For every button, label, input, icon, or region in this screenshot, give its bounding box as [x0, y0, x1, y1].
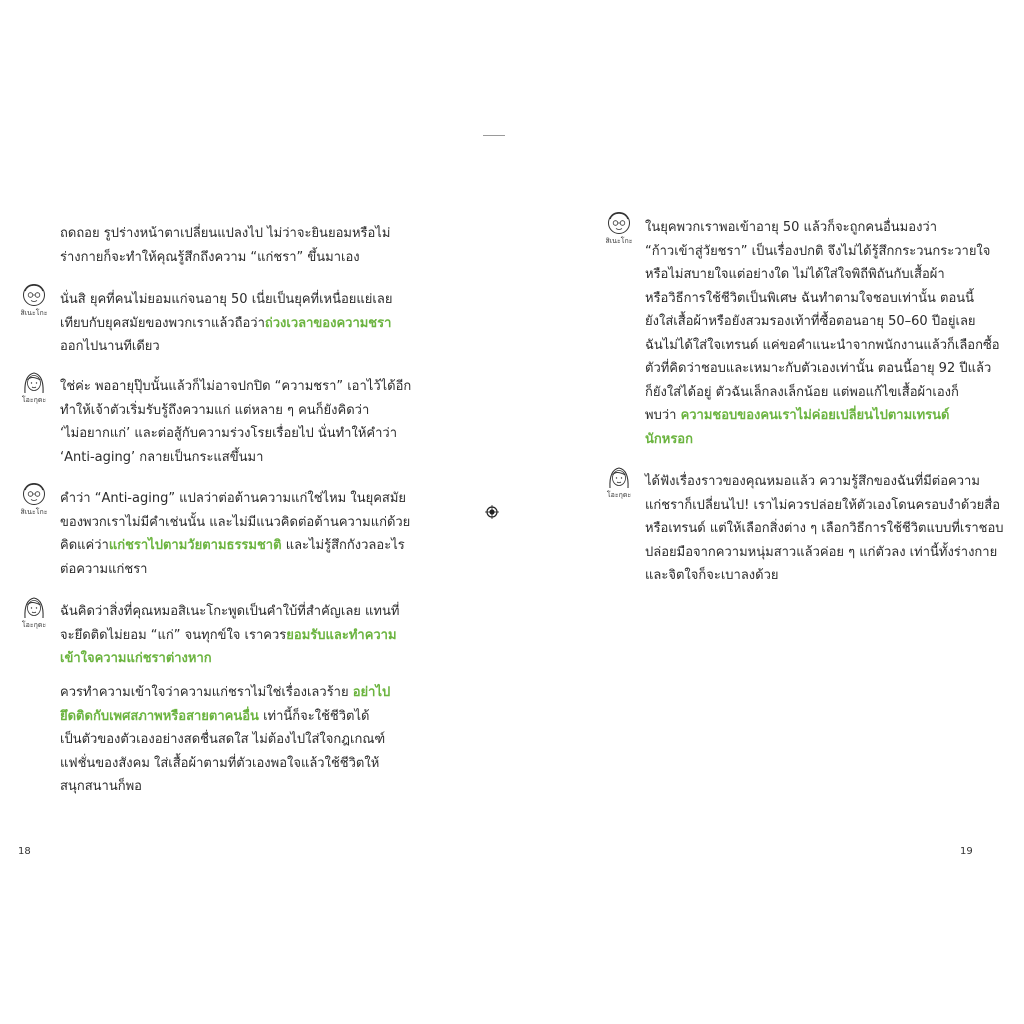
dialogue-paragraph	[60, 375, 412, 469]
text-run: ของพวกเราไม่มีคำเช่นนั้น และไม่มีแนวคิดต่อต้านความแก่ด้วย	[60, 514, 411, 530]
text-line	[60, 446, 390, 470]
text-line	[645, 541, 998, 565]
text-run: จะยึดติดไม่ยอม “แก่” จนทุกข์ใจ เราควร	[60, 627, 287, 643]
text-run: พบว่า	[645, 408, 681, 423]
text-line	[60, 288, 393, 312]
page-number-left: 18	[18, 846, 31, 857]
text-run: คิดแค่ว่า	[60, 538, 109, 553]
highlighted-phrase: ยึดติดกับเพศสภาพหรือสายตาคนอื่น	[60, 708, 259, 724]
text-line	[645, 240, 991, 264]
text-run: สนุกสนานก็พอ	[60, 779, 142, 794]
text-line	[60, 335, 390, 359]
speaker-name: โอะกุดะ	[21, 396, 47, 404]
text-line	[645, 517, 1004, 541]
text-run: “ก้าวเข้าสู่วัยชรา” เป็นเรื่องปกติ จึงไม่ได้รู้สึกกระวนกระวายใจ	[645, 243, 991, 259]
speaker-badge	[17, 594, 51, 630]
text-run: ตัวที่คิดว่าชอบและเหมาะกับตัวเองเท่านั้น ตอนนี้อายุ 92 ปีแล้ว	[645, 361, 992, 376]
text-run: ทำให้เจ้าตัวเริ่มรับรู้ถึงความแก่ แต่หลาย ๆ คนก็ยังคิดว่า	[60, 402, 370, 418]
speaker-badge	[602, 210, 636, 246]
text-line	[60, 558, 390, 582]
speaker-name: สิเนะโกะ	[20, 309, 48, 317]
text-run: เทียบกับยุคสมัยของพวกเราแล้วถือว่า	[60, 315, 265, 331]
speaker-name: สิเนะโกะ	[605, 237, 633, 245]
text-run: นั่นสิ ยุคที่คนไม่ยอมแก่จนอายุ 50 เนี่ยเป็นยุคที่เหนื่อยแย่เลย	[60, 292, 393, 307]
woman-avatar-icon	[606, 464, 632, 490]
text-line	[60, 647, 390, 671]
text-line	[645, 494, 1001, 518]
text-line	[60, 511, 411, 535]
text-line	[60, 534, 405, 558]
speaker-badge	[17, 481, 51, 517]
grandmother-avatar-icon	[21, 282, 47, 308]
text-line	[60, 775, 390, 799]
text-line	[60, 422, 397, 446]
highlighted-phrase: แก่ชราไปตามวัยตามธรรมชาติ	[108, 538, 282, 553]
text-run: หรือเทรนด์ แต่ให้เลือกสิ่งต่าง ๆ เลือกวิธีการใช้ชีวิตแบบที่เราชอบ	[645, 521, 1004, 536]
text-line	[60, 222, 390, 246]
dialogue-paragraph	[645, 470, 1004, 588]
top-rule	[483, 135, 505, 136]
text-line	[60, 375, 412, 399]
text-run: ถดถอย รูปร่างหน้าตาเปลี่ยนแปลงไป ไม่ว่าจะยินยอมหรือไม่	[60, 226, 391, 241]
text-line	[645, 310, 975, 334]
grandmother-avatar-icon	[21, 481, 47, 507]
highlighted-phrase: ถ่วงเวลาของความชรา	[264, 315, 392, 331]
text-run: ได้ฟังเรื่องราวของคุณหมอแล้ว ความรู้สึกของฉันที่มีต่อความ	[645, 474, 980, 489]
highlighted-phrase: อย่าไป	[352, 685, 391, 700]
text-run: เท่านี้ก็จะใช้ชีวิตได้	[258, 708, 370, 724]
text-line	[60, 728, 390, 752]
text-run: ยังใส่เสื้อผ้าหรือยังสวมรองเท้าที่ซื้อตอนอายุ 50–60 ปีอยู่เลย	[645, 314, 976, 329]
text-run: ฉันคิดว่าสิ่งที่คุณหมอสิเนะโกะพูดเป็นคำใบ้ที่สำคัญเลย แทนที่	[60, 604, 400, 619]
dialogue-paragraph	[60, 600, 400, 671]
speaker-badge	[602, 464, 636, 500]
text-run: และจิตใจก็จะเบาลงด้วย	[645, 568, 779, 583]
page-number-right: 19	[960, 846, 973, 857]
text-run: เป็นตัวของตัวเองอย่างสดชื่นสดใส ไม่ต้องไปใส่ใจกฎเกณฑ์	[60, 732, 386, 747]
text-run: ฉันไม่ได้ใส่ใจเทรนด์ แค่ขอคำแนะนำจากพนักงานแล้วก็เลือกซื้อ	[645, 337, 1000, 353]
highlighted-phrase: เข้าใจความแก่ชราต่างหาก	[60, 651, 212, 666]
text-line	[60, 487, 407, 511]
highlighted-phrase: นักหรอก	[645, 431, 693, 447]
highlighted-phrase: ความชอบของคนเราไม่ค่อยเปลี่ยนไปตามเทรนด์	[680, 408, 950, 423]
text-line	[645, 404, 975, 428]
text-run: ควรทำความเข้าใจว่าความแก่ชราไม่ใช่เรื่องเลวร้าย	[60, 685, 353, 700]
dialogue-paragraph	[60, 487, 411, 581]
text-run: ‘Anti-aging’ กลายเป็นกระแสขึ้นมา	[60, 449, 264, 465]
text-line	[645, 381, 975, 405]
text-run: และไม่รู้สึกกังวลอะไร	[281, 538, 405, 553]
speaker-name: โอะกุดะ	[606, 491, 632, 499]
text-run: ปล่อยมือจากความหนุ่มสาวแล้วค่อย ๆ แก่ตัวลง เท่านี้ทั้งร่างกาย	[645, 544, 998, 560]
text-run: ออกไปนานทีเดียว	[60, 339, 160, 354]
text-run: หรือวิธีการใช้ชีวิตเป็นพิเศษ ฉันทำตามใจชอบเท่านั้น ตอนนี้	[645, 290, 975, 306]
text-line	[60, 752, 390, 776]
text-line	[645, 263, 975, 287]
speaker-name: โอะกุดะ	[21, 621, 47, 629]
text-line	[645, 564, 975, 588]
text-line	[645, 334, 1000, 358]
highlighted-phrase: ยอมรับและทำความ	[286, 627, 397, 643]
speaker-name: สิเนะโกะ	[20, 508, 48, 516]
woman-avatar-icon	[21, 369, 47, 395]
text-run: ต่อความแก่ชรา	[60, 561, 148, 577]
text-run: ร่างกายก็จะทำให้คุณรู้สึกถึงความ “แก่ชรา” ขึ้นมาเอง	[60, 249, 360, 265]
woman-avatar-icon	[21, 594, 47, 620]
text-run: หรือไม่สบายใจแต่อย่างใด ไม่ได้ใส่ใจพิถีพิถันกับเสื้อผ้า	[645, 267, 945, 282]
text-run: ‘ไม่อยากแก่’ และต่อสู้กับความร่วงโรยเรื่อยไป นั่นทำให้คำว่า	[60, 426, 397, 441]
text-line	[60, 681, 390, 705]
text-line	[60, 624, 397, 648]
text-line	[60, 705, 390, 729]
text-line	[60, 600, 400, 624]
text-line	[645, 428, 975, 452]
text-line	[645, 357, 992, 381]
text-run: ใช่ค่ะ พออายุปุ๊บนั้นแล้วก็ไม่อาจปกปิด “ความชรา” เอาไว้ได้อีก	[60, 379, 412, 394]
text-line	[60, 246, 390, 270]
text-line	[645, 287, 975, 311]
text-run: แฟชั่นของสังคม ใส่เสื้อผ้าตามที่ตัวเองพอใจแล้วใช้ชีวิตให้	[60, 755, 380, 771]
text-line	[645, 470, 980, 494]
text-line	[60, 312, 390, 336]
text-line	[645, 216, 975, 240]
dialogue-paragraph	[60, 681, 390, 799]
dialogue-paragraph	[60, 222, 390, 269]
text-run: ในยุคพวกเราพอเข้าอายุ 50 แล้วก็จะถูกคนอื่นมองว่า	[645, 220, 938, 235]
registration-mark-icon	[485, 505, 499, 519]
dialogue-paragraph	[645, 216, 1000, 451]
grandmother-avatar-icon	[606, 210, 632, 236]
dialogue-paragraph	[60, 288, 393, 359]
text-line	[60, 399, 390, 423]
speaker-badge	[17, 282, 51, 318]
text-run: คำว่า “Anti-aging” แปลว่าต่อต้านความแก่ใช่ไหม ในยุคสมัย	[60, 491, 407, 506]
text-run: แก่ชราก็เปลี่ยนไป! เราไม่ควรปล่อยให้ตัวเองโดนครอบงำด้วยสื่อ	[645, 497, 1001, 513]
text-run: ก็ยังใส่ได้อยู่ ตัวฉันเล็กลงเล็กน้อย แต่พอแก้ไขเสื้อผ้าเองก็	[645, 384, 959, 400]
speaker-badge	[17, 369, 51, 405]
